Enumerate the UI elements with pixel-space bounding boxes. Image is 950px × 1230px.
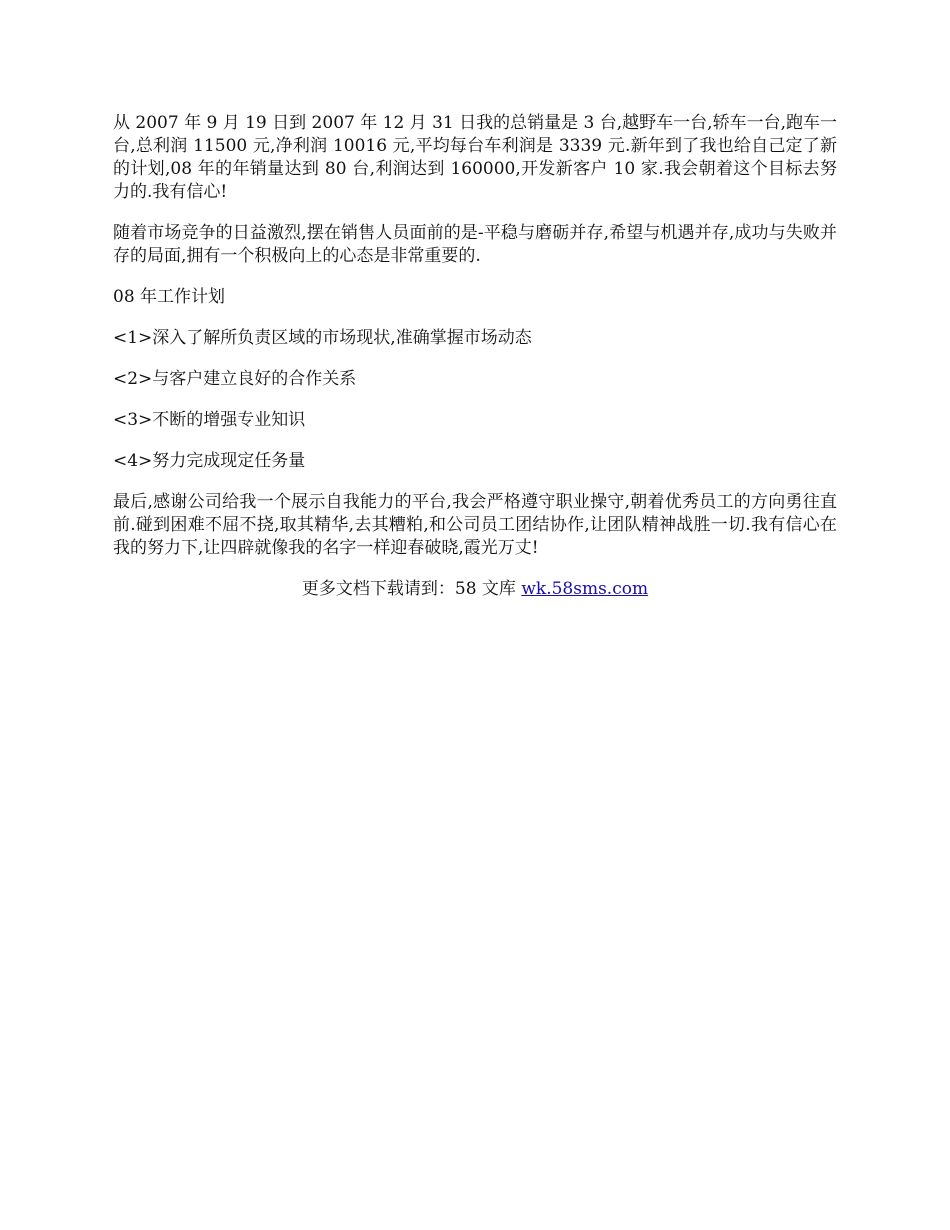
plan-item: <4>努力完成现定任务量 bbox=[113, 451, 306, 471]
document-body bbox=[113, 112, 837, 601]
plan-item: <2>与客户建立良好的合作关系 bbox=[113, 369, 357, 389]
download-footer bbox=[113, 578, 837, 601]
closing-paragraph: 最后,感谢公司给我一个展示自我能力的平台,我会严格遵守职业操守,朝着优秀员工的方向勇往直前.碰到困难不屈不挠,取其精华,去其糟粕,和公司员工团结协作,让团队精神战胜一切.我有信心在我的努力下,让四辟就像我的名字一样迎春破晓,霞光万丈! bbox=[113, 492, 837, 558]
plan-heading: 08 年工作计划 bbox=[113, 287, 226, 307]
plan-item: <1>深入了解所负责区域的市场现状,准确掌握市场动态 bbox=[113, 328, 532, 348]
footer-text: 更多文档下载请到：58 文库 bbox=[301, 579, 522, 599]
plan-item: <3>不断的增强专业知识 bbox=[113, 410, 306, 430]
market-outlook-paragraph: 随着市场竞争的日益激烈,摆在销售人员面前的是-平稳与磨砺并存,希望与机遇并存,成功与失败并存的局面,拥有一个积极向上的心态是非常重要的. bbox=[113, 223, 837, 266]
sales-summary-paragraph: 从 2007 年 9 月 19 日到 2007 年 12 月 31 日我的总销量是 3 台,越野车一台,轿车一台,跑车一台,总利润 11500 元,净利润 10016 元,平均每台车利润是 3339 元.新年到了我也给自己定了新的计划,08 年的年销量达到 80 台,利润达到 160000,开发新客户 10 家.我会朝着这个目标去努力的.我有信心! bbox=[113, 113, 837, 202]
footer-link[interactable]: wk.58sms.com bbox=[521, 579, 649, 599]
